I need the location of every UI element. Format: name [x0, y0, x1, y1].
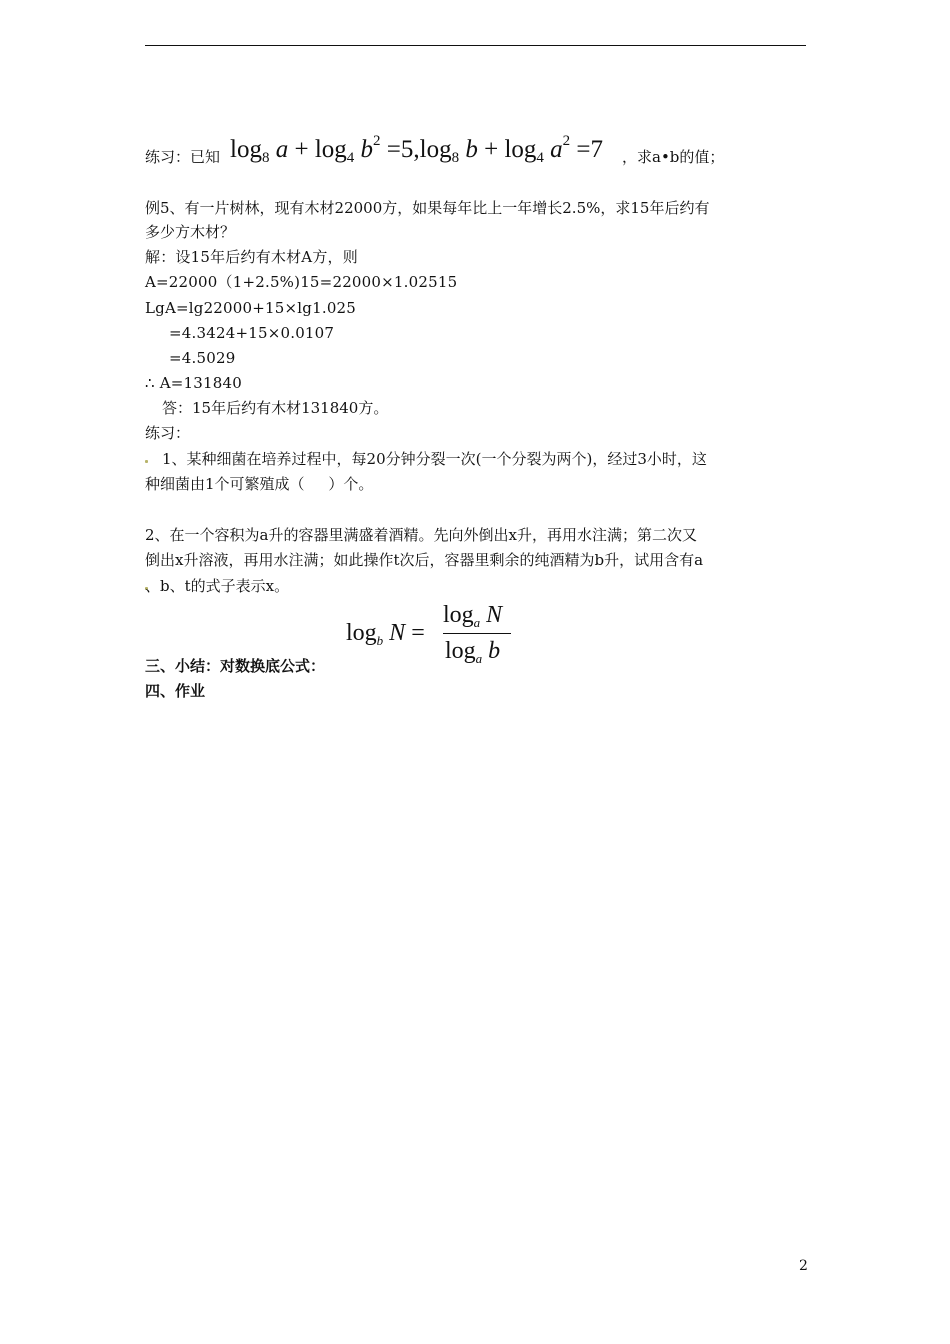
solution-line-6: ∴ A=131840: [145, 374, 242, 392]
edit-mark: [145, 460, 148, 463]
fraction-bar: [443, 633, 511, 634]
practice-q2-line3: 、b、t的式子表示x。: [145, 577, 290, 595]
exercise-equation: $\log_8 a + \log_4 b^2 =5,\log_8$ $b + \log_4 a^2 =7$: [230, 133, 603, 166]
exercise-prefix: 练习：已知: [145, 148, 221, 166]
answer-line: 答：15年后约有木材131840方。: [162, 399, 389, 417]
solution-line-3: LgA=lg22000+15×lg1.025: [145, 299, 357, 317]
section-summary: 三、小结：对数换底公式：: [145, 657, 326, 675]
header-rule: [145, 45, 806, 46]
example5-line1: 例5、有一片树林，现有木材22000方，如果每年比上一年增长2.5%，求15年后约有: [145, 199, 710, 217]
practice-q1-line2: 种细菌由1个可繁殖成（ ）个。: [145, 475, 374, 493]
solution-line-5: =4.5029: [169, 349, 236, 367]
formula-lhs: $\log_b N$ =: [346, 620, 425, 648]
practice-q2-line1: 2、在一个容积为a升的容器里满盛着酒精。先向外倒出x升，再用水注满；第二次又: [145, 526, 697, 544]
example5-line2: 多少方木材？: [145, 223, 236, 241]
page-number: 2: [799, 1258, 808, 1274]
solution-line-2: A=22000（1+2.5%)15=22000×1.02515: [145, 273, 458, 291]
solution-line-4: =4.3424+15×0.0107: [169, 324, 335, 342]
section-homework: 四、作业: [145, 682, 206, 700]
practice-heading: 练习：: [145, 424, 191, 442]
formula-numerator: $\log_a N$: [443, 602, 503, 630]
practice-q1-line1: 1、某种细菌在培养过程中，每20分钟分裂一次(一个分裂为两个)，经过3小时，这: [162, 450, 707, 468]
practice-q2-line2: 倒出x升溶液，再用水注满；如此操作t次后，容器里剩余的纯酒精为b升，试用含有a: [145, 551, 704, 569]
solution-line-1: 解：设15年后约有木材A方，则: [145, 248, 358, 266]
exercise-suffix: ，求a•b的值；: [622, 148, 725, 166]
formula-denominator: $\log_a b$: [445, 638, 501, 666]
